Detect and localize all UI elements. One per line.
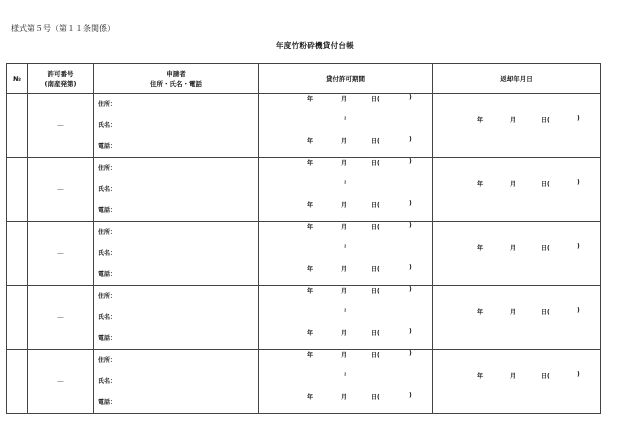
return-date-cell[interactable] <box>433 286 601 350</box>
loan-period-cell <box>259 286 433 350</box>
name-field[interactable] <box>94 307 258 328</box>
table-row <box>7 158 601 222</box>
period-end-date[interactable] <box>259 328 432 349</box>
name-field[interactable] <box>94 115 258 136</box>
return-date <box>433 371 600 392</box>
close-paren: ) <box>409 94 412 101</box>
year-label: 年 <box>477 373 484 380</box>
phone-field[interactable] <box>94 328 258 349</box>
period-separator <box>259 307 432 328</box>
phone-field[interactable] <box>94 136 258 157</box>
no-cell[interactable] <box>7 94 28 158</box>
table-row <box>7 94 601 158</box>
header-applicant-line2: 住所・氏名・電話 <box>150 79 202 88</box>
name-field[interactable] <box>94 243 258 264</box>
period-separator <box>259 243 432 264</box>
permit-number-dash: － <box>56 185 65 194</box>
return-date <box>433 243 600 264</box>
applicant-cell <box>94 222 259 286</box>
close-paren: ) <box>577 371 580 378</box>
return-date <box>433 115 600 136</box>
permit-number-dash: － <box>56 249 65 258</box>
address-field[interactable] <box>94 286 258 307</box>
day-label: 日( <box>371 394 380 401</box>
year-label: 年 <box>307 96 314 103</box>
return-date-cell[interactable] <box>433 94 601 158</box>
applicant-cell <box>94 286 259 350</box>
month-label: 月 <box>510 245 517 252</box>
close-paren: ) <box>409 328 412 335</box>
header-row <box>7 64 601 94</box>
table-row <box>7 350 601 414</box>
phone-label: 電話： <box>98 207 117 214</box>
phone-label: 電話： <box>98 271 117 278</box>
year-label: 年 <box>307 138 314 145</box>
return-date-cell[interactable] <box>433 350 601 414</box>
name-field[interactable] <box>94 179 258 200</box>
phone-label: 電話： <box>98 143 117 150</box>
loan-period-cell <box>259 222 433 286</box>
address-field[interactable] <box>94 350 258 371</box>
close-paren: ) <box>409 200 412 207</box>
month-label: 月 <box>341 330 348 337</box>
header-no: № <box>7 64 28 94</box>
day-label: 日( <box>371 138 380 145</box>
address-field[interactable] <box>94 222 258 243</box>
day-label: 日( <box>371 224 380 231</box>
period-separator <box>259 115 432 136</box>
year-label: 年 <box>307 352 314 359</box>
loan-ledger-table <box>6 63 601 414</box>
permit-number-cell[interactable] <box>28 286 94 350</box>
year-label: 年 <box>307 288 314 295</box>
no-cell[interactable] <box>7 350 28 414</box>
address-field[interactable] <box>94 94 258 115</box>
period-start-date[interactable] <box>259 222 432 243</box>
name-label: 氏名： <box>98 250 117 257</box>
day-label: 日( <box>371 266 380 273</box>
day-label: 日( <box>541 309 550 316</box>
header-return-date: 返却年月日 <box>433 64 601 94</box>
day-label: 日( <box>371 352 380 359</box>
no-cell[interactable] <box>7 222 28 286</box>
month-label: 月 <box>510 117 517 124</box>
day-label: 日( <box>541 373 550 380</box>
permit-number-dash: － <box>56 121 65 130</box>
close-paren: ) <box>409 158 412 165</box>
period-end-date[interactable] <box>259 392 432 413</box>
period-start-date[interactable] <box>259 158 432 179</box>
close-paren: ) <box>577 243 580 250</box>
applicant-cell <box>94 158 259 222</box>
header-applicant-line1: 申請者 <box>166 69 186 78</box>
phone-label: 電話： <box>98 399 117 406</box>
permit-number-cell[interactable] <box>28 350 94 414</box>
day-label: 日( <box>371 160 380 167</box>
name-label: 氏名： <box>98 314 117 321</box>
month-label: 月 <box>341 96 348 103</box>
phone-field[interactable] <box>94 392 258 413</box>
return-date <box>433 307 600 328</box>
permit-number-dash: － <box>56 377 65 386</box>
close-paren: ) <box>577 179 580 186</box>
tilde-icon: ≀ <box>344 179 347 186</box>
phone-field[interactable] <box>94 200 258 221</box>
close-paren: ) <box>409 286 412 293</box>
address-label: 住所： <box>98 357 117 364</box>
address-field[interactable] <box>94 158 258 179</box>
no-cell[interactable] <box>7 286 28 350</box>
header-loan-period: 貸付許可期間 <box>259 64 433 94</box>
close-paren: ) <box>577 307 580 314</box>
month-label: 月 <box>510 181 517 188</box>
permit-number-cell[interactable] <box>28 222 94 286</box>
year-label: 年 <box>477 309 484 316</box>
loan-period-cell <box>259 350 433 414</box>
tilde-icon: ≀ <box>344 115 347 122</box>
day-label: 日( <box>541 117 550 124</box>
day-label: 日( <box>371 202 380 209</box>
close-paren: ) <box>409 392 412 399</box>
period-start-date[interactable] <box>259 286 432 307</box>
month-label: 月 <box>341 224 348 231</box>
phone-label: 電話： <box>98 335 117 342</box>
year-label: 年 <box>307 224 314 231</box>
header-permit-line1: 許可番号 <box>47 69 74 78</box>
period-separator <box>259 371 432 392</box>
period-end-date[interactable] <box>259 200 432 221</box>
table-row <box>7 286 601 350</box>
permit-number-cell[interactable] <box>28 94 94 158</box>
address-label: 住所： <box>98 165 117 172</box>
no-cell[interactable] <box>7 158 28 222</box>
header-permit-number <box>28 64 94 94</box>
close-paren: ) <box>409 136 412 143</box>
name-label: 氏名： <box>98 378 117 385</box>
month-label: 月 <box>341 352 348 359</box>
period-start-date[interactable] <box>259 94 432 115</box>
applicant-cell <box>94 94 259 158</box>
day-label: 日( <box>371 288 380 295</box>
close-paren: ) <box>409 350 412 357</box>
year-label: 年 <box>307 160 314 167</box>
tilde-icon: ≀ <box>344 243 347 250</box>
year-label: 年 <box>307 394 314 401</box>
month-label: 月 <box>341 138 348 145</box>
tilde-icon: ≀ <box>344 307 347 314</box>
period-end-date[interactable] <box>259 264 432 285</box>
name-field[interactable] <box>94 371 258 392</box>
day-label: 日( <box>541 245 550 252</box>
day-label: 日( <box>371 330 380 337</box>
permit-number-dash: － <box>56 313 65 322</box>
form-number-label: 様式第５号（第１１条関係） <box>11 24 115 33</box>
month-label: 月 <box>341 288 348 295</box>
day-label: 日( <box>371 96 380 103</box>
loan-period-cell <box>259 158 433 222</box>
day-label: 日( <box>541 181 550 188</box>
table-row <box>7 222 601 286</box>
period-separator <box>259 179 432 200</box>
return-date <box>433 179 600 200</box>
year-label: 年 <box>307 330 314 337</box>
close-paren: ) <box>577 115 580 122</box>
year-label: 年 <box>307 266 314 273</box>
month-label: 月 <box>510 309 517 316</box>
phone-field[interactable] <box>94 264 258 285</box>
header-applicant <box>94 64 259 94</box>
document-title: 年度竹粉砕機貸付台帳 <box>276 41 354 50</box>
address-label: 住所： <box>98 101 117 108</box>
permit-number-cell[interactable] <box>28 158 94 222</box>
year-label: 年 <box>477 181 484 188</box>
month-label: 月 <box>341 202 348 209</box>
name-label: 氏名： <box>98 122 117 129</box>
address-label: 住所： <box>98 293 117 300</box>
period-start-date[interactable] <box>259 350 432 371</box>
month-label: 月 <box>341 266 348 273</box>
close-paren: ) <box>409 264 412 271</box>
month-label: 月 <box>341 394 348 401</box>
header-permit-line2: (南産発第) <box>44 79 77 88</box>
tilde-icon: ≀ <box>344 371 347 378</box>
return-date-cell[interactable] <box>433 222 601 286</box>
loan-period-cell <box>259 94 433 158</box>
period-end-date[interactable] <box>259 136 432 157</box>
year-label: 年 <box>477 117 484 124</box>
name-label: 氏名： <box>98 186 117 193</box>
year-label: 年 <box>307 202 314 209</box>
year-label: 年 <box>477 245 484 252</box>
month-label: 月 <box>510 373 517 380</box>
close-paren: ) <box>409 222 412 229</box>
return-date-cell[interactable] <box>433 158 601 222</box>
address-label: 住所： <box>98 229 117 236</box>
month-label: 月 <box>341 160 348 167</box>
applicant-cell <box>94 350 259 414</box>
